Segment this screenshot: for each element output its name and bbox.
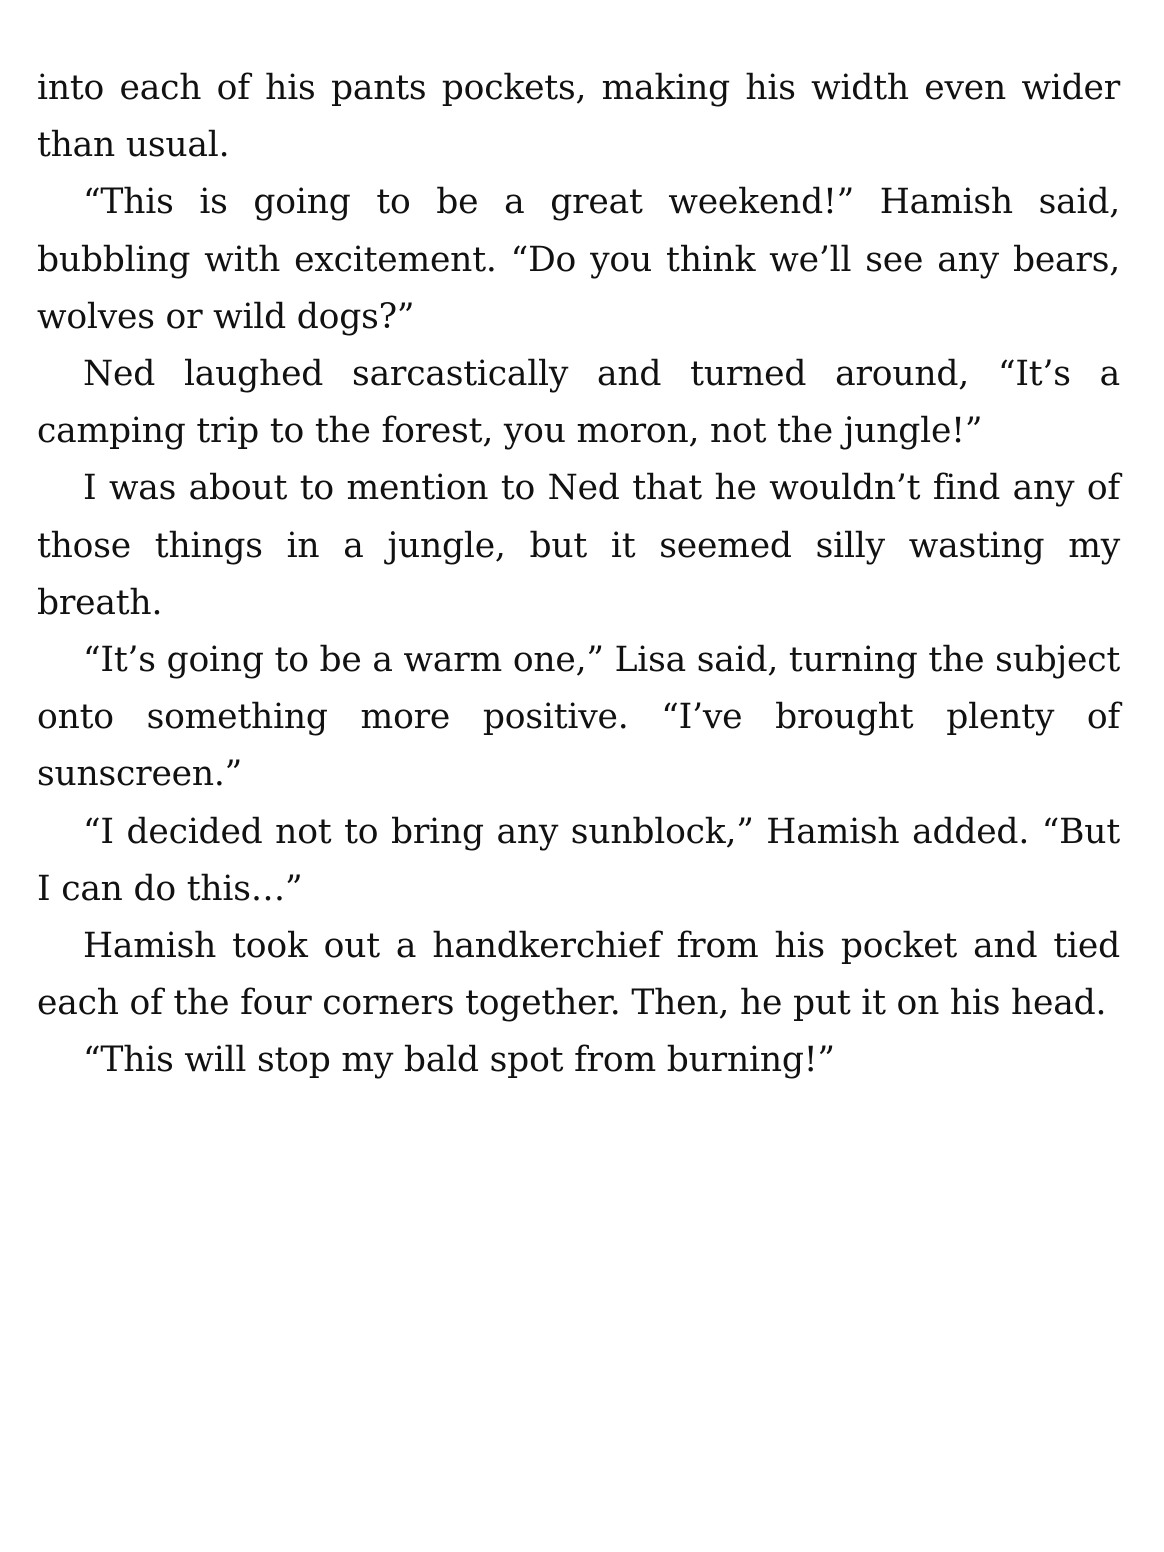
paragraph: I was about to mention to Ned that he wouldn’t find any of those things in a jungle, but it seemed silly wasting my breath. xyxy=(37,468,1120,623)
paragraph: into each of his pants pockets, making his width even wider than usual. xyxy=(37,68,1120,166)
paragraph: “It’s going to be a warm one,” Lisa said, turning the subject onto something more positive. “I’ve brought plenty of sunscreen.” xyxy=(37,640,1120,795)
paragraph: “This will stop my bald spot from burning!” xyxy=(83,1040,835,1081)
paragraph: “I decided not to bring any sunblock,” Hamish added. “But I can do this…” xyxy=(37,811,1120,909)
paragraph: “This is going to be a great weekend!” Hamish said, bubbling with excitement. “Do you think we’ll see any bears, wolves or wild dogs?” xyxy=(37,182,1120,337)
document-page xyxy=(37,60,1120,1090)
paragraph: Ned laughed sarcastically and turned around, “It’s a camping trip to the forest, you moron, not the jungle!” xyxy=(37,354,1120,452)
paragraph: Hamish took out a handkerchief from his pocket and tied each of the four corners together. Then, he put it on his head. xyxy=(37,926,1120,1024)
